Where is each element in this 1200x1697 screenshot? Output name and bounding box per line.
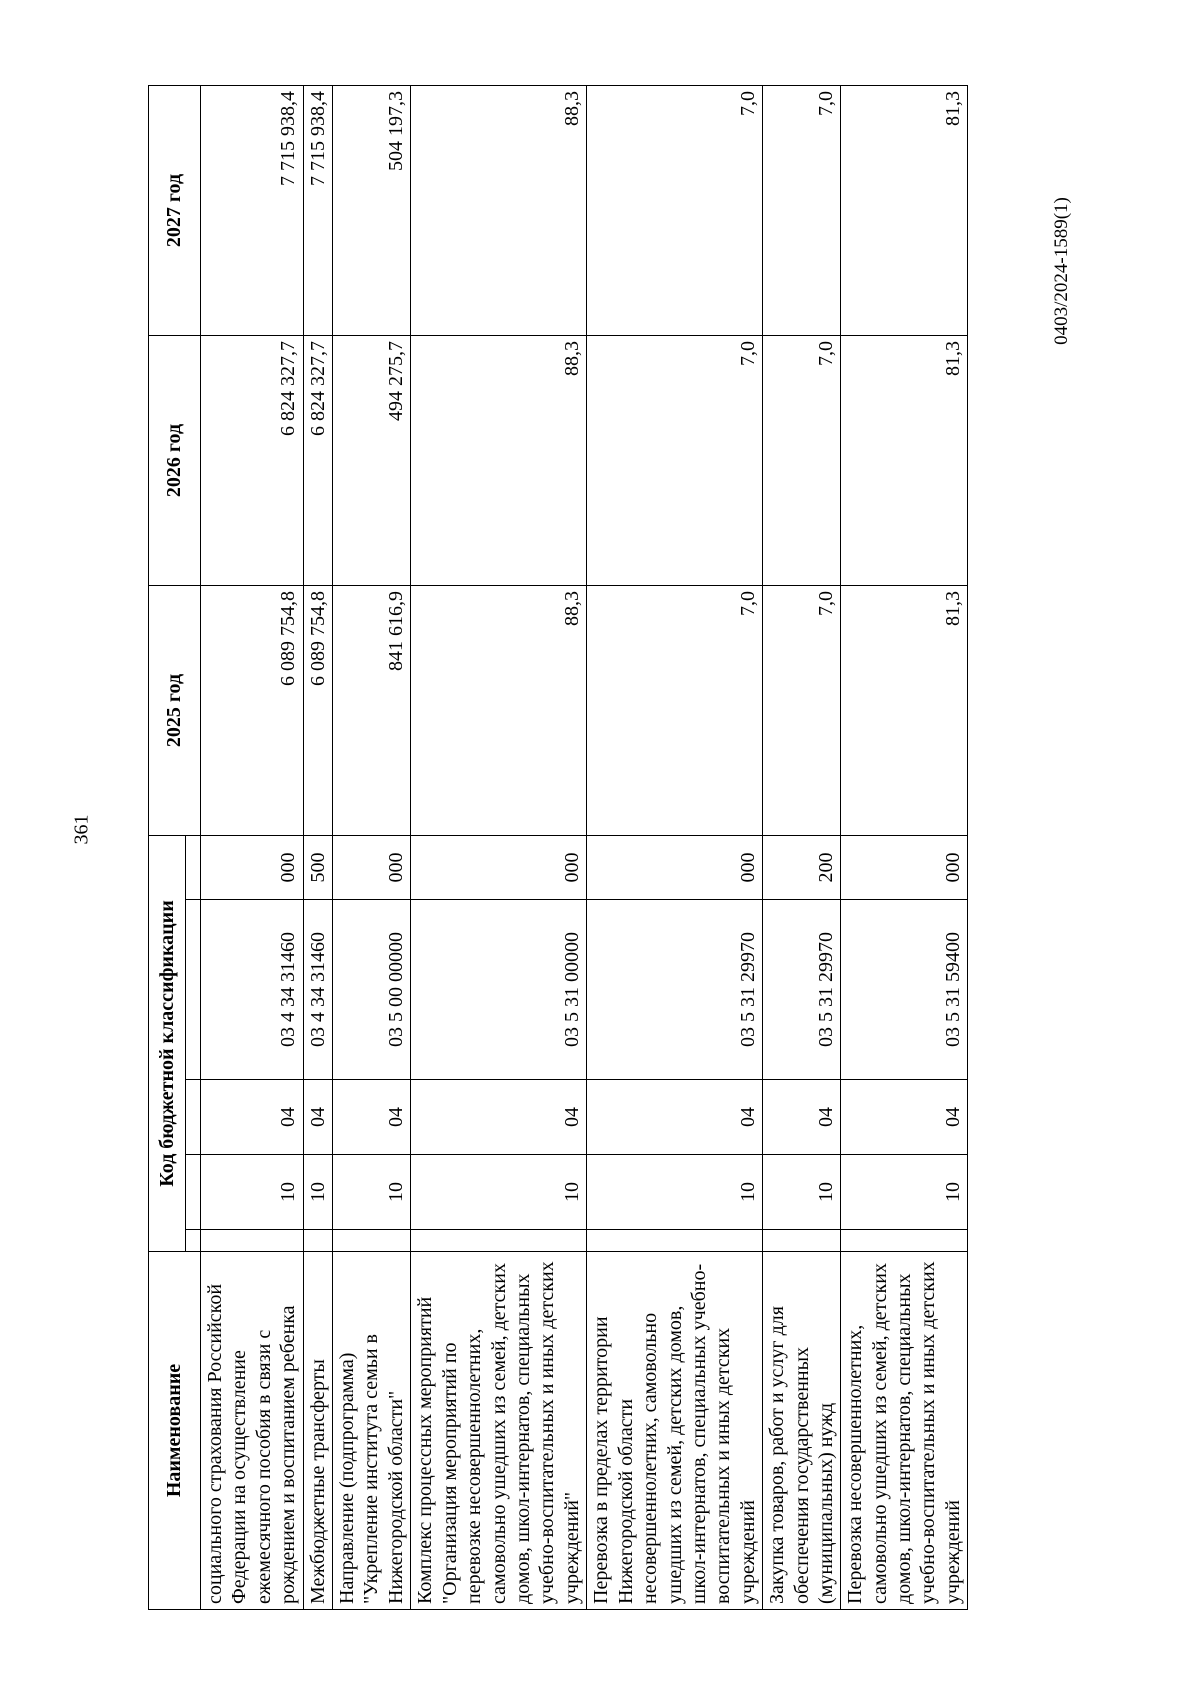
row-2027: 81,3 xyxy=(841,86,968,336)
row-expense: 500 xyxy=(303,836,332,900)
row-section: 10 xyxy=(411,1155,587,1230)
row-section: 10 xyxy=(201,1155,304,1230)
row-name: Закупка товаров, работ и услуг для обеспечения государственных (муниципальных) нужд xyxy=(763,1252,841,1610)
row-subsection: 04 xyxy=(841,1080,968,1155)
row-section: 10 xyxy=(587,1155,763,1230)
row-section: 10 xyxy=(841,1155,968,1230)
row-2026: 81,3 xyxy=(841,336,968,586)
row-name: Комплекс процессных мероприятий "Организация мероприятий по перевозке несовершеннолетних, самовольно ушедших из семей, детских домов, школ-интернатов, специальных учебно-воспитательных и иных детских учреждений" xyxy=(411,1252,587,1610)
page-number: 361 xyxy=(70,814,93,845)
row-2027: 504 197,3 xyxy=(332,86,410,336)
row-2025: 7,0 xyxy=(587,586,763,836)
header-row-top xyxy=(149,86,186,1610)
row-expense: 000 xyxy=(201,836,304,900)
budget-table-frame xyxy=(148,86,964,1610)
table-row xyxy=(303,86,332,1610)
row-2025: 841 616,9 xyxy=(332,586,410,836)
row-2026: 6 824 327,7 xyxy=(303,336,332,586)
row-name: социального страхования Российской Федерации на осуществление ежемесячного пособия в связи с рождением и воспитанием ребенка xyxy=(201,1252,304,1610)
row-expense: 000 xyxy=(332,836,410,900)
header-2026: 2026 год xyxy=(149,336,201,586)
row-section: 10 xyxy=(763,1155,841,1230)
header-code-group: Код бюджетной классификации xyxy=(149,836,186,1252)
row-name: Межбюджетные трансферты xyxy=(303,1252,332,1610)
row-2025: 81,3 xyxy=(841,586,968,836)
row-article: 03 5 31 29970 xyxy=(587,900,763,1080)
header-name: Наименование xyxy=(149,1252,201,1610)
table-row xyxy=(763,86,841,1610)
row-subsection: 04 xyxy=(587,1080,763,1155)
table-row xyxy=(841,86,968,1610)
table-row xyxy=(411,86,587,1610)
row-subsection: 04 xyxy=(201,1080,304,1155)
header-2027: 2027 год xyxy=(149,86,201,336)
row-2026: 7,0 xyxy=(587,336,763,586)
row-blank xyxy=(201,1230,304,1252)
row-2025: 7,0 xyxy=(763,586,841,836)
table-row xyxy=(587,86,763,1610)
header-sub-blank xyxy=(186,1230,201,1252)
row-article: 03 5 31 00000 xyxy=(411,900,587,1080)
row-2027: 7,0 xyxy=(587,86,763,336)
row-blank xyxy=(411,1230,587,1252)
row-article: 03 4 34 31460 xyxy=(303,900,332,1080)
budget-table xyxy=(148,85,968,1610)
row-2025: 6 089 754,8 xyxy=(201,586,304,836)
document-code: 0403/2024-1589(1) xyxy=(1051,197,1072,345)
row-2025: 88,3 xyxy=(411,586,587,836)
row-article: 03 4 34 31460 xyxy=(201,900,304,1080)
header-sub-section xyxy=(186,1155,201,1230)
header-sub-expense xyxy=(186,836,201,900)
row-2026: 7,0 xyxy=(763,336,841,586)
row-2026: 6 824 327,7 xyxy=(201,336,304,586)
row-subsection: 04 xyxy=(411,1080,587,1155)
row-expense: 200 xyxy=(763,836,841,900)
row-2027: 7 715 938,4 xyxy=(303,86,332,336)
header-2025: 2025 год xyxy=(149,586,201,836)
row-2027: 7 715 938,4 xyxy=(201,86,304,336)
row-blank xyxy=(303,1230,332,1252)
row-2026: 88,3 xyxy=(411,336,587,586)
row-subsection: 04 xyxy=(303,1080,332,1155)
row-section: 10 xyxy=(332,1155,410,1230)
row-2027: 88,3 xyxy=(411,86,587,336)
row-2026: 494 275,7 xyxy=(332,336,410,586)
row-blank xyxy=(587,1230,763,1252)
header-sub-subsection xyxy=(186,1080,201,1155)
row-article: 03 5 31 59400 xyxy=(841,900,968,1080)
row-blank xyxy=(763,1230,841,1252)
row-name: Перевозка несовершеннолетних, самовольно ушедших из семей, детских домов, школ-интернатов, специальных учебно-воспитательных и иных детских учреждений xyxy=(841,1252,968,1610)
row-expense: 000 xyxy=(587,836,763,900)
row-subsection: 04 xyxy=(332,1080,410,1155)
table-row xyxy=(201,86,304,1610)
table-row xyxy=(332,86,410,1610)
row-expense: 000 xyxy=(841,836,968,900)
row-article: 03 5 31 29970 xyxy=(763,900,841,1080)
row-2027: 7,0 xyxy=(763,86,841,336)
row-2025: 6 089 754,8 xyxy=(303,586,332,836)
row-name: Направление (подпрограмма) "Укрепление института семьи в Нижегородской области" xyxy=(332,1252,410,1610)
row-name: Перевозка в пределах территории Нижегородской области несовершеннолетних, самовольно ушедших из семей, детских домов, школ-интернатов, специальных учебно-воспитательных и иных детских учреждений xyxy=(587,1252,763,1610)
row-expense: 000 xyxy=(411,836,587,900)
row-subsection: 04 xyxy=(763,1080,841,1155)
header-sub-article xyxy=(186,900,201,1080)
row-blank xyxy=(841,1230,968,1252)
row-section: 10 xyxy=(303,1155,332,1230)
row-article: 03 5 00 00000 xyxy=(332,900,410,1080)
row-blank xyxy=(332,1230,410,1252)
